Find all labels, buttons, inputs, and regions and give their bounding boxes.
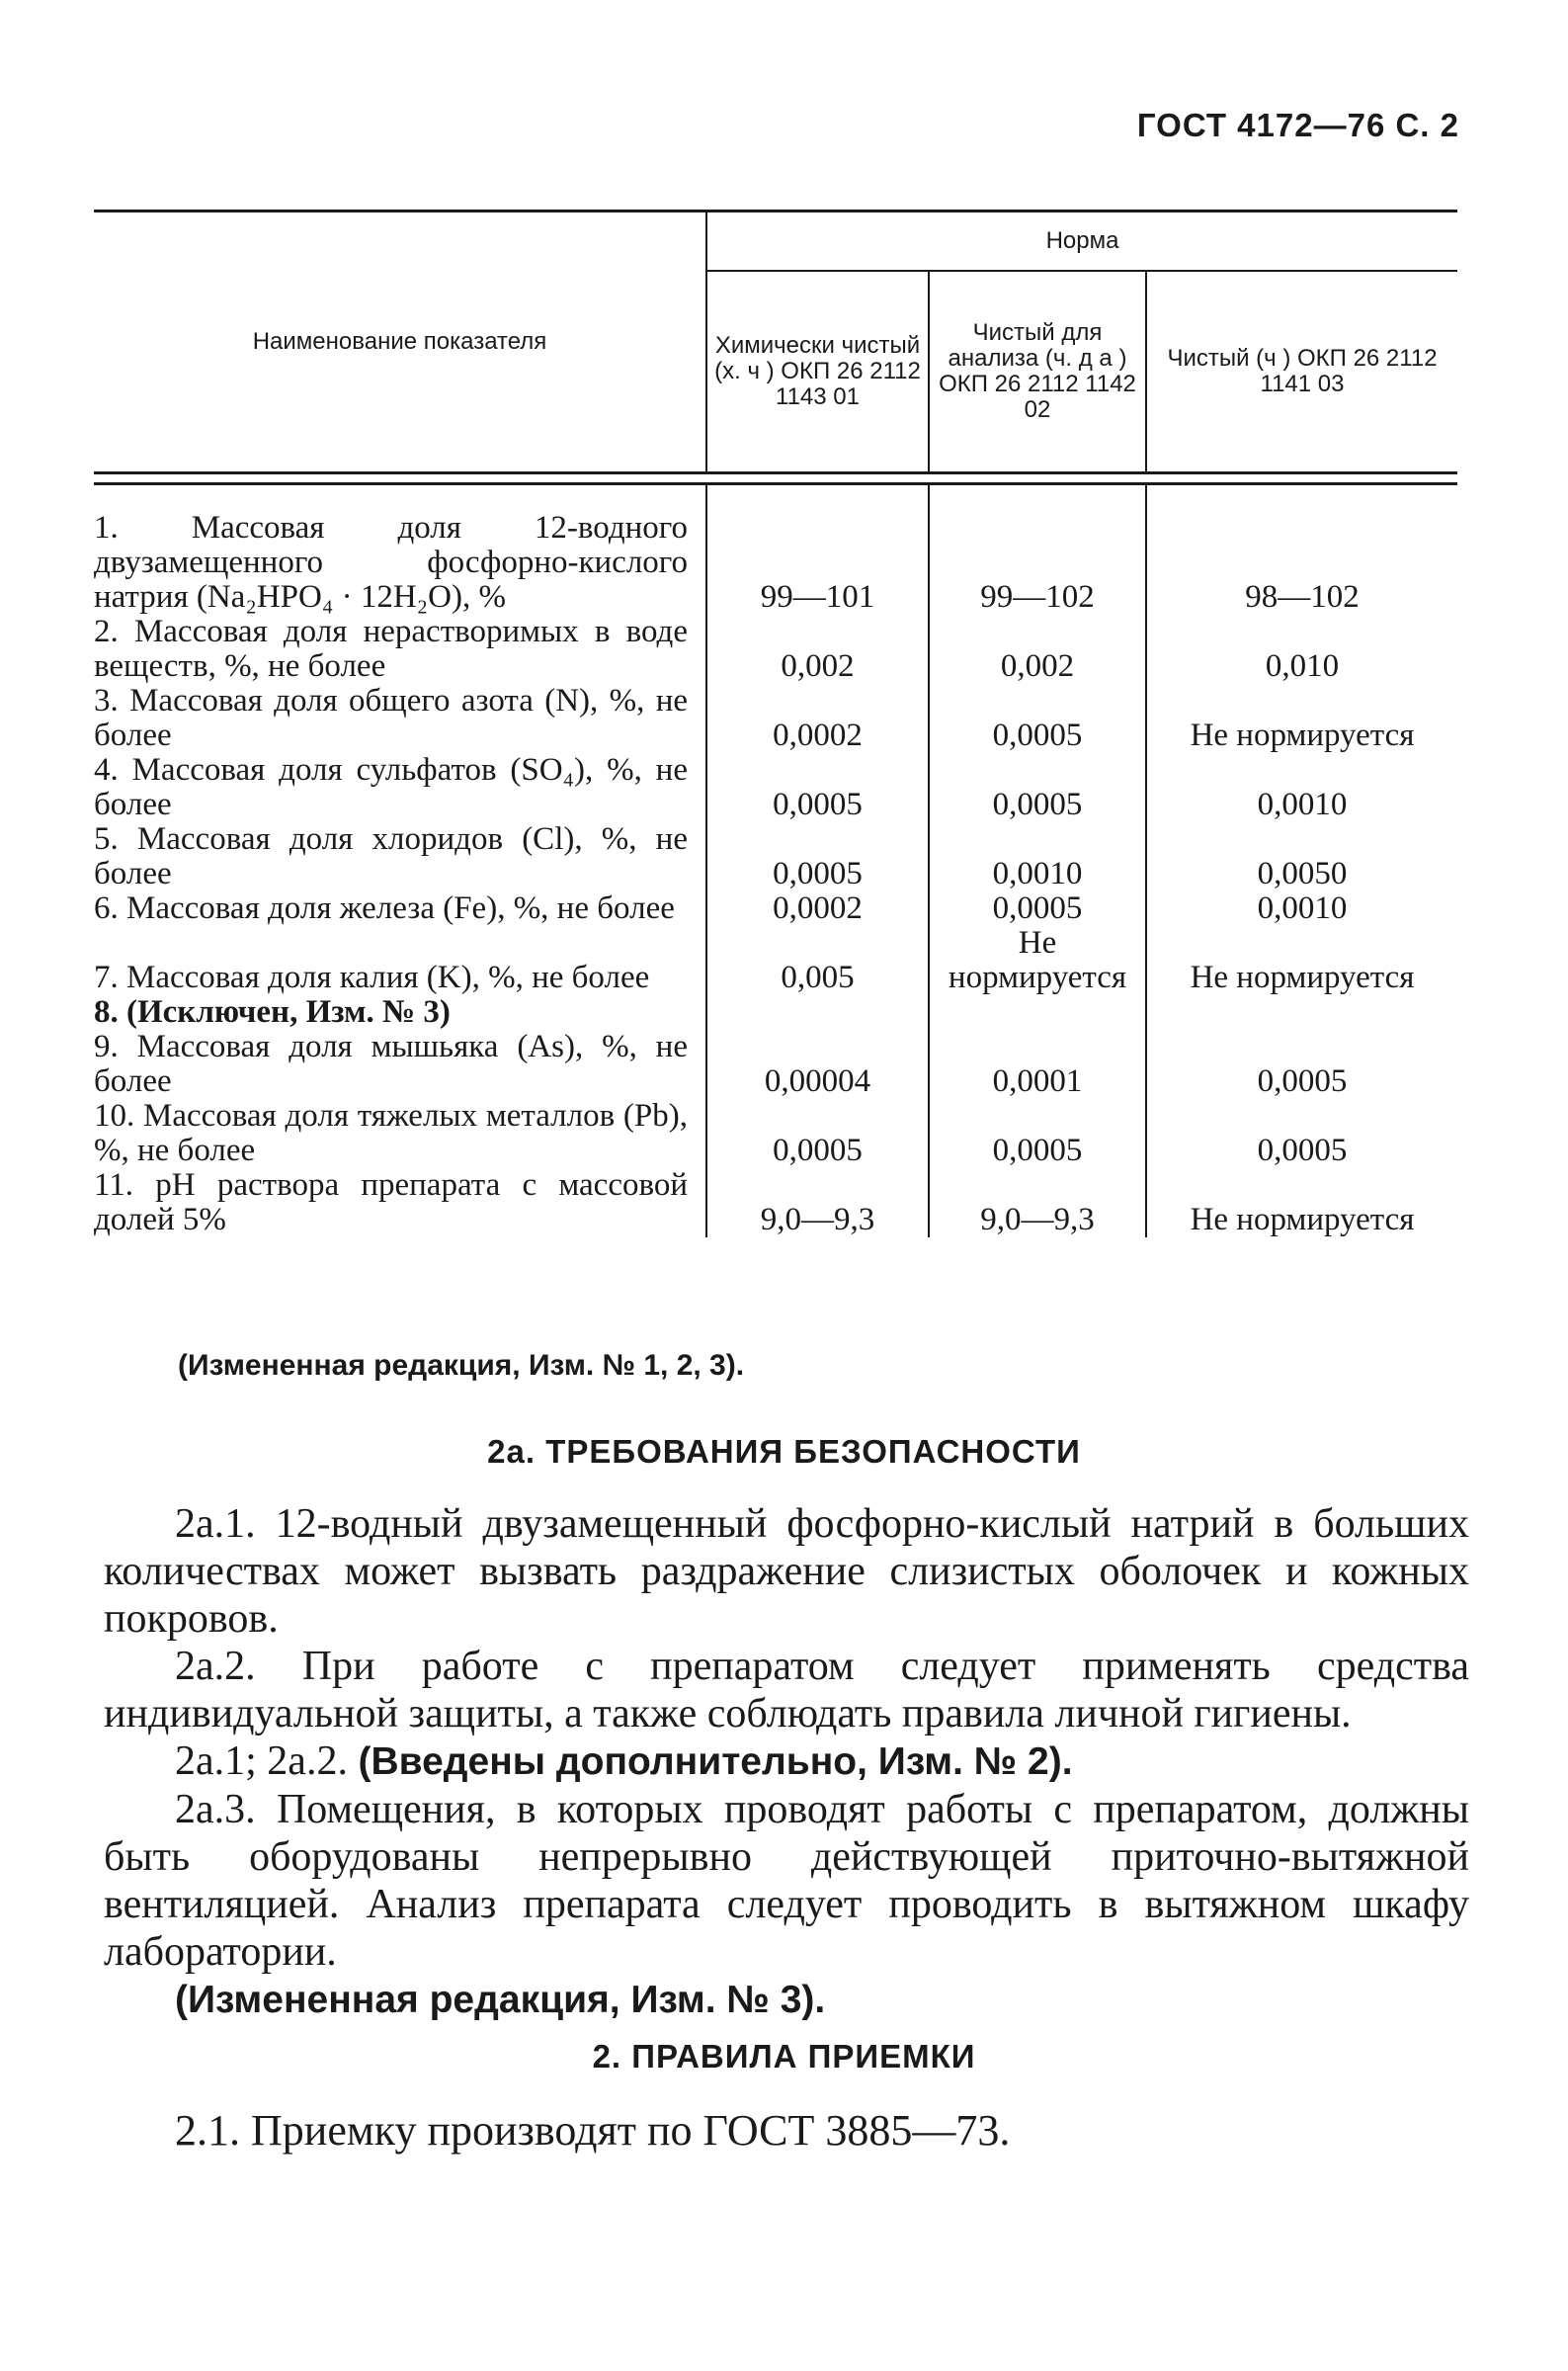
table-row [94, 1099, 1457, 1168]
row-name: 11. pH раствора препарата с массовой долей 5% [94, 1168, 706, 1237]
row-name: 6. Массовая доля железа (Fe), %, не более [94, 891, 706, 926]
row-value-grade-1: 0,0005 [706, 822, 929, 891]
column-header-grade-1: Химически чистый (х. ч ) ОКП 26 2112 1143 01 [706, 271, 929, 472]
row-value-grade-3: Не нормируется [1190, 1202, 1415, 1237]
row-value-grade-2: 0,0001 [929, 1030, 1146, 1099]
row-value-grade-2: 0,0005 [929, 684, 1146, 753]
row-value-grade-2: 0,002 [929, 615, 1146, 684]
row-value-grade-1: 0,0002 [706, 684, 929, 753]
table-row [94, 684, 1457, 753]
row-value-grade-3: Не нормируется [1190, 960, 1415, 995]
row-value-grade-1: 0,0005 [706, 753, 929, 822]
table-row [94, 753, 1457, 822]
row-value-grade-3 [1146, 995, 1457, 1030]
paragraph: 2а.3. Помещения, в которых проводят работы с препаратом, должны быть оборудованы непрерывно действующей приточно-вытяжной вентиляцией. Анализ препарата следует проводить в вытяжном шкафу лаборатории. [104, 1787, 1469, 1975]
section-title-safety: 2а. ТРЕБОВАНИЯ БЕЗОПАСНОСТИ [487, 1433, 1081, 1470]
section-body-acceptance [104, 2107, 1469, 2155]
row-value-grade-1: 0,0002 [706, 891, 929, 926]
row-value-grade-3: 0,0050 [1257, 856, 1348, 891]
row-name: 2. Массовая доля нерастворимых в воде веществ, %, не более [94, 615, 706, 684]
row-value-grade-2: 99—102 [929, 484, 1146, 616]
norms-table [94, 210, 1457, 1237]
row-value-grade-3: 0,0005 [1257, 1063, 1348, 1099]
row-value-grade-2: 0,0005 [929, 891, 1146, 926]
row-name: 10. Массовая доля тяжелых металлов (Pb), %, не более [94, 1099, 706, 1168]
paragraph: 2а.1. 12-водный двузамещенный фосфорно-кислый натрий в больших количествах может вызвать раздражение слизистых оболочек и кожных покровов. [104, 1501, 1469, 1642]
paragraph: 2а.2. При работе с препаратом следует применять средства индивидуальной защиты, а также соблюдать правила личной гигиены. [104, 1644, 1469, 1736]
row-value-grade-2: 9,0—9,3 [929, 1168, 1146, 1237]
row-value-grade-1: 9,0—9,3 [706, 1168, 929, 1237]
row-value-grade-2: 0,0005 [929, 1099, 1146, 1168]
table-row [94, 822, 1457, 891]
row-value-grade-1: 0,0005 [706, 1099, 929, 1168]
table-row [94, 926, 1457, 995]
row-value-grade-2: 0,0005 [929, 753, 1146, 822]
table-row [94, 484, 1457, 616]
row-name: 1. Массовая доля 12-водного двузамещенного фосфорно-кислого натрия (Na₂HPO₄ · 12H₂O), % [94, 484, 706, 616]
table-row [94, 891, 1457, 926]
table-row [94, 995, 1457, 1030]
row-value-grade-1: 0,005 [706, 926, 929, 995]
row-name: 4. Массовая доля сульфатов (SO₄), %, не более [94, 753, 706, 822]
table-amendment-note: (Измененная редакция, Изм. № 1, 2, 3). [178, 1349, 745, 1382]
paragraph [104, 1976, 1469, 2024]
row-value-grade-3: Не нормируется [1190, 718, 1415, 753]
amendment-note: (Измененная редакция, Изм. № 3). [175, 1979, 826, 2021]
column-header-grade-3: Чистый (ч ) ОКП 26 2112 1141 03 [1167, 345, 1438, 398]
row-value-grade-3: 98—102 [1245, 579, 1360, 615]
paragraph-prefix: 2а.1; 2а.2. [175, 1738, 359, 1784]
paragraph: 2.1. Приемку производят по ГОСТ 3885—73. [175, 2106, 1011, 2155]
row-value-grade-2: 0,0010 [929, 822, 1146, 891]
row-value-grade-1 [706, 995, 929, 1030]
row-name: 3. Массовая доля общего азота (N), %, не более [94, 684, 706, 753]
table-row [94, 1030, 1457, 1099]
table-row [94, 1168, 1457, 1237]
row-value-grade-1: 0,002 [706, 615, 929, 684]
row-value-grade-3: 0,0010 [1257, 890, 1348, 926]
column-header-norma: Норма [706, 212, 1457, 272]
column-header-grade-2: Чистый для анализа (ч. д а ) ОКП 26 2112 1142 02 [929, 271, 1146, 472]
section-title-acceptance: 2. ПРАВИЛА ПРИЕМКИ [592, 2038, 976, 2075]
row-value-grade-3: 0,0010 [1257, 787, 1348, 822]
row-value-grade-3: 0,0005 [1257, 1133, 1348, 1168]
row-value-grade-2 [929, 995, 1146, 1030]
column-header-name: Наименование показателя [94, 212, 706, 473]
amendment-note: (Введены дополнительно, Изм. № 2). [358, 1740, 1073, 1783]
row-name: 7. Массовая доля калия (K), %, не более [94, 926, 706, 995]
row-value-grade-3: 0,010 [1265, 648, 1340, 684]
section-body-safety [104, 1500, 1469, 2024]
paragraph [104, 1737, 1469, 1786]
row-value-grade-2: Не нормируется [929, 926, 1146, 995]
row-name: 5. Массовая доля хлоридов (Cl), %, не более [94, 822, 706, 891]
row-value-grade-1: 99—101 [706, 484, 929, 616]
row-name: 8. (Исключен, Изм. № 3) [94, 995, 706, 1030]
page-header: ГОСТ 4172—76 С. 2 [1136, 107, 1459, 143]
row-value-grade-1: 0,00004 [706, 1030, 929, 1099]
row-name: 9. Массовая доля мышьяка (As), %, не более [94, 1030, 706, 1099]
table-row [94, 615, 1457, 684]
